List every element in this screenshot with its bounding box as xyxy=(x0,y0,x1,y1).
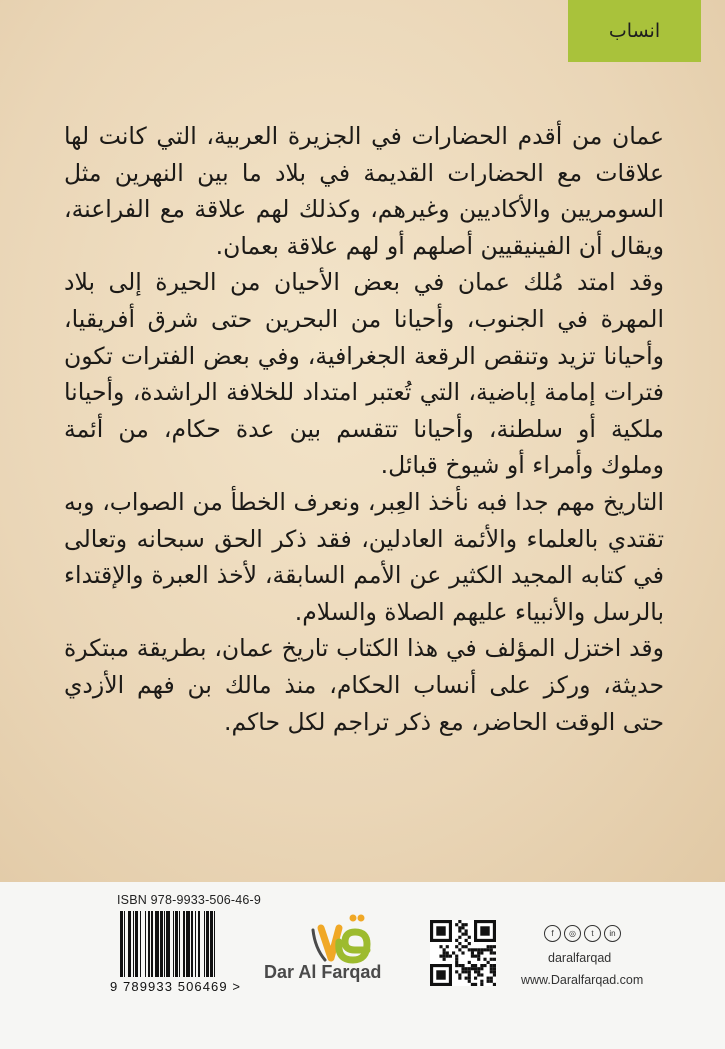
qr-module xyxy=(461,945,464,948)
qr-module xyxy=(477,973,480,976)
qr-module xyxy=(468,973,471,976)
qr-module xyxy=(471,967,474,970)
paragraph-4: وقد اختزل المؤلف في هذا الكتاب تاريخ عمان، بطريقة مبتكرة حديثة، وركز على أنساب الحكام، منذ مالك بن فهم الأزدي حتى الوقت الحاضر، مع ذكر تراجم لكل حاكم. xyxy=(64,634,664,736)
qr-module xyxy=(490,980,493,983)
qr-module xyxy=(449,955,452,958)
qr-module xyxy=(468,936,471,939)
qr-module xyxy=(493,958,496,961)
qr-module xyxy=(465,929,468,932)
qr-module xyxy=(493,951,496,954)
publisher-name: Dar Al Farqad xyxy=(264,962,382,982)
qr-module xyxy=(455,958,458,961)
qr-module xyxy=(458,977,461,980)
qr-module xyxy=(458,926,461,929)
qr-module xyxy=(487,948,490,951)
blurb-text xyxy=(64,118,664,740)
qr-module xyxy=(477,948,480,951)
qr-module xyxy=(465,967,468,970)
qr-module xyxy=(458,929,461,932)
qr-module xyxy=(468,942,471,945)
qr-module xyxy=(471,951,474,954)
qr-module xyxy=(461,926,464,929)
qr-module xyxy=(480,973,483,976)
qr-module xyxy=(455,945,458,948)
qr-module xyxy=(493,973,496,976)
qr-module xyxy=(471,964,474,967)
qr-module xyxy=(490,945,493,948)
qr-module xyxy=(474,970,477,973)
qr-module xyxy=(490,964,493,967)
qr-module xyxy=(487,977,490,980)
qr-module xyxy=(474,948,477,951)
qr-module xyxy=(443,958,446,961)
qr-module xyxy=(471,955,474,958)
barcode-number: 9 789933 506469 > xyxy=(110,979,242,994)
qr-module xyxy=(461,964,464,967)
paragraph-2: وقد امتد مُلك عمان في بعض الأحيان من الحيرة إلى بلاد المهرة في الجنوب، وأحيانا من البحرين حتى شرق أفريقيا، وأحيانا تزيد وتنقص الرقعة الجغرافية، وفي بعض الفترات تكون فترات إمامة إباضية، التي تُعتبر امتداد للخلافة الراشدة، وأحيانا ملكية أو سلطنة، وأحيانا تتقسم بين عدة حكام، من أئمة وملوك وأمراء أو شيوخ قبائل. xyxy=(64,268,664,480)
qr-module xyxy=(487,945,490,948)
barcode-bar xyxy=(215,911,219,977)
qr-module xyxy=(455,964,458,967)
qr-module xyxy=(465,923,468,926)
qr-module xyxy=(461,923,464,926)
qr-module xyxy=(487,961,490,964)
qr-module xyxy=(480,948,483,951)
qr-module xyxy=(443,951,446,954)
social-icons xyxy=(544,925,621,942)
qr-module xyxy=(483,964,486,967)
paragraph-3: التاريخ مهم جدا فبه نأخذ العِبر، ونعرف الخطأ من الصواب، وبه تقتدي بالعلماء والأئمة العادلين، فقد ذكر الحق سبحانه وتعالى في كتابه المجيد الكثير عن الأمم السابقة، لأخذ العبرة والإقتداء بالرسل والأنبياء عليهم الصلاة والسلام. xyxy=(64,487,664,626)
qr-module xyxy=(477,970,480,973)
paragraph-1: عمان من أقدم الحضارات في الجزيرة العربية، التي كانت لها علاقات مع الحضارات القديمة في بلاد ما بين النهرين مثل السومريين والأكاديين وغيرهم، وكذلك لهم علاقة مع الفراعنة، ويقال أن الفينيقيين أصلهم أو لهم علاقة بعمان. xyxy=(64,122,664,260)
qr-module xyxy=(446,955,449,958)
qr-module xyxy=(490,951,493,954)
qr-module xyxy=(465,939,468,942)
qr-module xyxy=(480,926,489,935)
qr-module xyxy=(458,948,461,951)
qr-module xyxy=(477,958,480,961)
qr-module xyxy=(458,920,461,923)
qr-module xyxy=(493,945,496,948)
isbn-label: ISBN 978-9933-506-46-9 xyxy=(117,893,262,907)
qr-module xyxy=(468,967,471,970)
qr-module xyxy=(490,970,493,973)
qr-module xyxy=(493,970,496,973)
qr-module xyxy=(452,951,455,954)
linkedin-icon[interactable]: in xyxy=(604,925,621,942)
qr-module xyxy=(493,967,496,970)
qr-module xyxy=(468,977,471,980)
qr-module xyxy=(461,970,464,973)
qr-module xyxy=(490,948,493,951)
qr-module xyxy=(465,933,468,936)
qr-module xyxy=(458,973,461,976)
qr-module xyxy=(455,955,458,958)
qr-module xyxy=(477,951,480,954)
qr-module xyxy=(461,967,464,970)
qr-module xyxy=(468,961,471,964)
qr-module xyxy=(474,983,477,986)
qr-module xyxy=(483,948,486,951)
qr-module xyxy=(480,964,483,967)
qr-module xyxy=(455,970,458,973)
qr-module xyxy=(446,945,449,948)
qr-module xyxy=(465,977,468,980)
website-link[interactable]: www.Daralfarqad.com xyxy=(521,973,644,987)
barcode xyxy=(120,911,245,977)
qr-module xyxy=(490,967,493,970)
qr-module xyxy=(443,955,446,958)
qr-module xyxy=(474,967,477,970)
qr-module xyxy=(465,945,468,948)
category-tag: انساب xyxy=(568,0,701,62)
qr-module xyxy=(493,983,496,986)
qr-module xyxy=(480,983,483,986)
qr-module xyxy=(477,967,480,970)
qr-module xyxy=(483,958,486,961)
qr-module xyxy=(461,951,464,954)
social-handle[interactable]: daralfarqad xyxy=(548,951,612,965)
qr-module xyxy=(480,951,483,954)
qr-module xyxy=(436,926,445,935)
facebook-icon[interactable]: f xyxy=(544,925,561,942)
qr-module xyxy=(477,955,480,958)
qr-module xyxy=(493,964,496,967)
qr-module xyxy=(474,955,477,958)
qr-module xyxy=(439,945,442,948)
instagram-icon[interactable]: ◎ xyxy=(564,925,581,942)
qr-module xyxy=(471,948,474,951)
qr-module xyxy=(468,970,471,973)
qr-module xyxy=(490,977,493,980)
qr-module xyxy=(458,942,461,945)
qr-code-icon[interactable] xyxy=(430,920,496,986)
qr-module xyxy=(465,970,468,973)
twitter-icon[interactable]: t xyxy=(584,925,601,942)
qr-module xyxy=(458,964,461,967)
qr-module xyxy=(480,967,483,970)
qr-module xyxy=(455,939,458,942)
qr-module xyxy=(439,955,442,958)
qr-module xyxy=(474,977,477,980)
qr-module xyxy=(458,936,461,939)
qr-module xyxy=(474,964,477,967)
qr-module xyxy=(468,980,471,983)
qr-module xyxy=(490,958,493,961)
qr-module xyxy=(480,980,483,983)
qr-module xyxy=(471,983,474,986)
qr-module xyxy=(487,980,490,983)
qr-module xyxy=(443,948,446,951)
qr-module xyxy=(455,923,458,926)
qr-module xyxy=(446,951,449,954)
qr-module xyxy=(468,948,471,951)
qr-module xyxy=(455,961,458,964)
qr-module xyxy=(461,933,464,936)
qr-module xyxy=(436,970,445,979)
